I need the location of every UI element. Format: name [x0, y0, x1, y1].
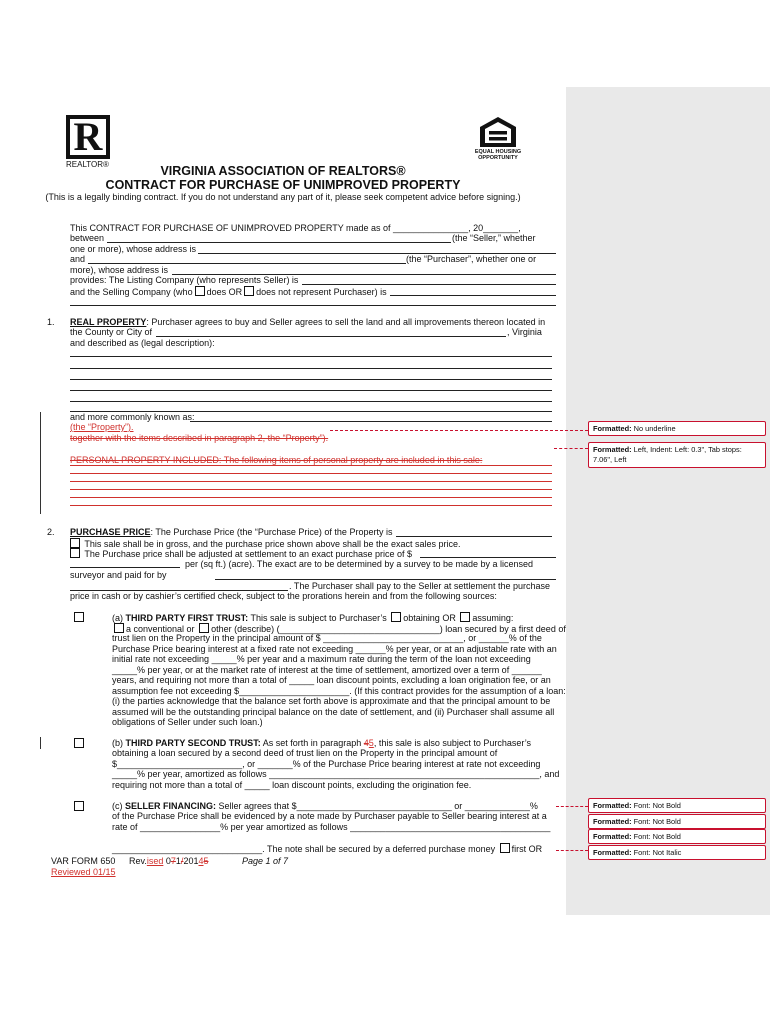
intro-purchaser-label: (the “Purchaser”, whether one or	[406, 254, 537, 264]
comment-indent-tabstops[interactable]: Formatted: Left, Indent: Left: 0.3", Tab stops: 7.06", Left	[588, 442, 766, 468]
section-1-virginia: , Virginia	[507, 327, 542, 337]
subtitle-warning: (This is a legally binding contract. If you do not understand any part of it, please seek competent advice before signing.)	[45, 192, 521, 202]
second-trust-checkbox[interactable]	[74, 738, 84, 748]
first-trust-line-1: (a) THIRD PARTY FIRST TRUST: This sale is subject to Purchaser’s obtaining OR assuming:	[112, 613, 514, 623]
change-bar	[40, 737, 41, 749]
second-trust-line-2: obtaining a loan secured by a second deed of trust lien on the Property in the principal amount of	[112, 748, 498, 758]
section-2-number: 2.	[47, 527, 55, 537]
first-trust-line-4: Purchase Price bearing interest at a fixed rate not exceeding ______% per year, or at an adjustable rate with an	[112, 644, 557, 654]
second-trust-line-1: (b) THIRD PARTY SECOND TRUST: As set forth in paragraph 45, this sale is also subject to Purchaser’s	[112, 738, 532, 748]
gross-sale-option: This sale shall be in gross, and the purchase price shown above shall be the exact sales price.	[68, 538, 461, 550]
first-trust-line-7: years, and requiring not more than a total of _____ loan discount points, excluding a loan origination fee, or an	[112, 675, 551, 685]
section-1-legal-description: and described as (legal description):	[70, 338, 215, 348]
equal-housing-label: EQUAL HOUSING OPPORTUNITY	[474, 149, 522, 161]
first-trust-line-6: _____% per year, or at the market rate of interest at the time of settlement, amortized over a term of ______	[112, 665, 542, 675]
markup-margin-panel	[566, 87, 770, 915]
title-contract: CONTRACT FOR PURCHASE OF UNIMPROVED PROPERTY	[105, 178, 461, 192]
first-trust-line-8: assumption fee not exceeding $______________________. (If this contract provides for the assumption of a loan:	[112, 686, 566, 696]
section-2-surveyor: surveyor and paid for by	[70, 570, 167, 580]
comment-connector	[330, 430, 588, 431]
equal-housing-icon	[478, 116, 518, 148]
section-2-sources: price in cash or by cashier’s certified check, subject to the prorations herein and from the following sources:	[70, 591, 497, 601]
realtor-logo	[66, 115, 110, 159]
first-trust-line-10: assumed will be the outstanding principal balance on the date of settlement, and (ii) Purchaser shall assume all	[112, 707, 555, 717]
section-1-number: 1.	[47, 317, 55, 327]
intro-listing-company: provides: The Listing Company (who represents Seller) is	[70, 275, 299, 285]
comment-font-not-italic[interactable]: Formatted: Font: Not Italic	[588, 845, 766, 860]
first-trust-line-2: a conventional or other (describe) (________________________________) loan secured by a first deed of	[112, 623, 566, 635]
obtaining-checkbox[interactable]	[391, 612, 401, 622]
other-loan-checkbox[interactable]	[199, 623, 209, 633]
intro-seller-address: one or more), whose address is	[70, 244, 197, 254]
first-lien-checkbox[interactable]	[500, 843, 510, 853]
comment-connector	[556, 850, 588, 851]
deleted-personal-property-lines	[70, 465, 552, 507]
inserted-the-property: (the “Property”).	[70, 422, 134, 432]
second-trust-line-4: _____% per year, amortized as follows ______________________________________________________, and	[112, 769, 560, 779]
intro-between: between	[70, 233, 105, 243]
assuming-checkbox[interactable]	[460, 612, 470, 622]
comment-font-not-bold-2[interactable]: Formatted: Font: Not Bold	[588, 814, 766, 829]
first-trust-checkbox[interactable]	[74, 612, 84, 622]
adjusted-price-checkbox[interactable]	[70, 548, 80, 558]
intro-line-1: This CONTRACT FOR PURCHASE OF UNIMPROVED PROPERTY made as of _______________, 20_______,	[70, 223, 521, 233]
comment-connector	[554, 448, 588, 449]
first-trust-line-9: (i) the parties acknowledge that the balance set forth above is approximate and that the principal amount to be	[112, 696, 551, 706]
first-trust-line-3: trust lien on the Property in the principal amount of $ ____________________________, or ______% of the	[112, 633, 542, 643]
seller-financing-line-1: (c) SELLER FINANCING: Seller agrees that $_______________________________ or _____________%	[112, 801, 538, 811]
reviewed-date: Reviewed 01/15	[51, 867, 116, 877]
does-represent-checkbox[interactable]	[195, 286, 205, 296]
section-1-known-as: and more commonly known as:	[70, 412, 195, 422]
first-trust-line-11: obligations of Seller under such loan.)	[112, 717, 263, 727]
comment-connector	[556, 806, 588, 807]
section-1-county: the County or City of	[70, 327, 153, 337]
realtor-logo-letter: R	[73, 114, 103, 159]
section-2-per-acre: per (sq ft.) (acre). The exact are to be determined by a survey to be made by a licensed	[185, 559, 534, 569]
first-trust-line-5: initial rate not exceeding _____% per year and a maximum rate during the term of the loan not exceeding	[112, 654, 531, 664]
title-association: VIRGINIA ASSOCIATION OF REALTORS®	[160, 164, 406, 178]
page-number: Page 1 of 7	[242, 856, 289, 866]
section-2-purchaser-pay: . The Purchaser shall pay to the Seller at settlement the purchase	[289, 581, 550, 591]
deleted-personal-property: PERSONAL PROPERTY INCLUDED: The following items of personal property are included in this sale:	[70, 455, 483, 465]
comment-font-not-bold-3[interactable]: Formatted: Font: Not Bold	[588, 829, 766, 844]
section-2-line-1: PURCHASE PRICE: The Purchase Price (the “Purchase Price) of the Property is	[70, 527, 393, 537]
deleted-together-with-items: together with the items described in paragraph 2, the “Property”).	[70, 433, 329, 443]
revision-date: Rev.ised 071/20145	[129, 856, 209, 866]
does-not-represent-checkbox[interactable]	[244, 286, 254, 296]
intro-purchaser-address: more), whose address is	[70, 265, 169, 275]
seller-financing-line-2: of the Purchase Price shall be evidenced by a note made by Purchaser payable to Seller bearing interest at a	[112, 811, 547, 821]
intro-selling-company: and the Selling Company (who does OR does not represent Purchaser) is	[70, 287, 387, 297]
conventional-checkbox[interactable]	[114, 623, 124, 633]
seller-financing-line-4: ______________________________. The note shall be secured by a deferred purchase money first OR	[112, 844, 543, 854]
form-number: VAR FORM 650	[51, 856, 116, 866]
section-1-line-1: REAL PROPERTY: Purchaser agrees to buy and Seller agrees to sell the land and all improvements thereon located in	[70, 317, 546, 327]
intro-and: and	[70, 254, 86, 264]
gross-sale-checkbox[interactable]	[70, 538, 80, 548]
second-trust-line-3: $_________________________, or _______% of the Purchase Price bearing interest at rate not exceeding	[112, 759, 541, 769]
comment-no-underline[interactable]: Formatted: No underline	[588, 421, 766, 436]
realtor-label: REALTOR®	[66, 160, 109, 169]
intro-seller-label: (the “Seller,” whether	[452, 233, 536, 243]
seller-financing-checkbox[interactable]	[74, 801, 84, 811]
comment-font-not-bold-1[interactable]: Formatted: Font: Not Bold	[588, 798, 766, 813]
seller-financing-line-3: rate of ________________% per year amortized as follows ________________________________________	[112, 822, 551, 832]
second-trust-line-5: requiring not more than a total of _____ loan discount points, excluding the origination fee.	[112, 780, 472, 790]
change-bar	[40, 412, 41, 514]
adjusted-price-option: The Purchase price shall be adjusted at settlement to an exact purchase price of $	[68, 548, 412, 560]
